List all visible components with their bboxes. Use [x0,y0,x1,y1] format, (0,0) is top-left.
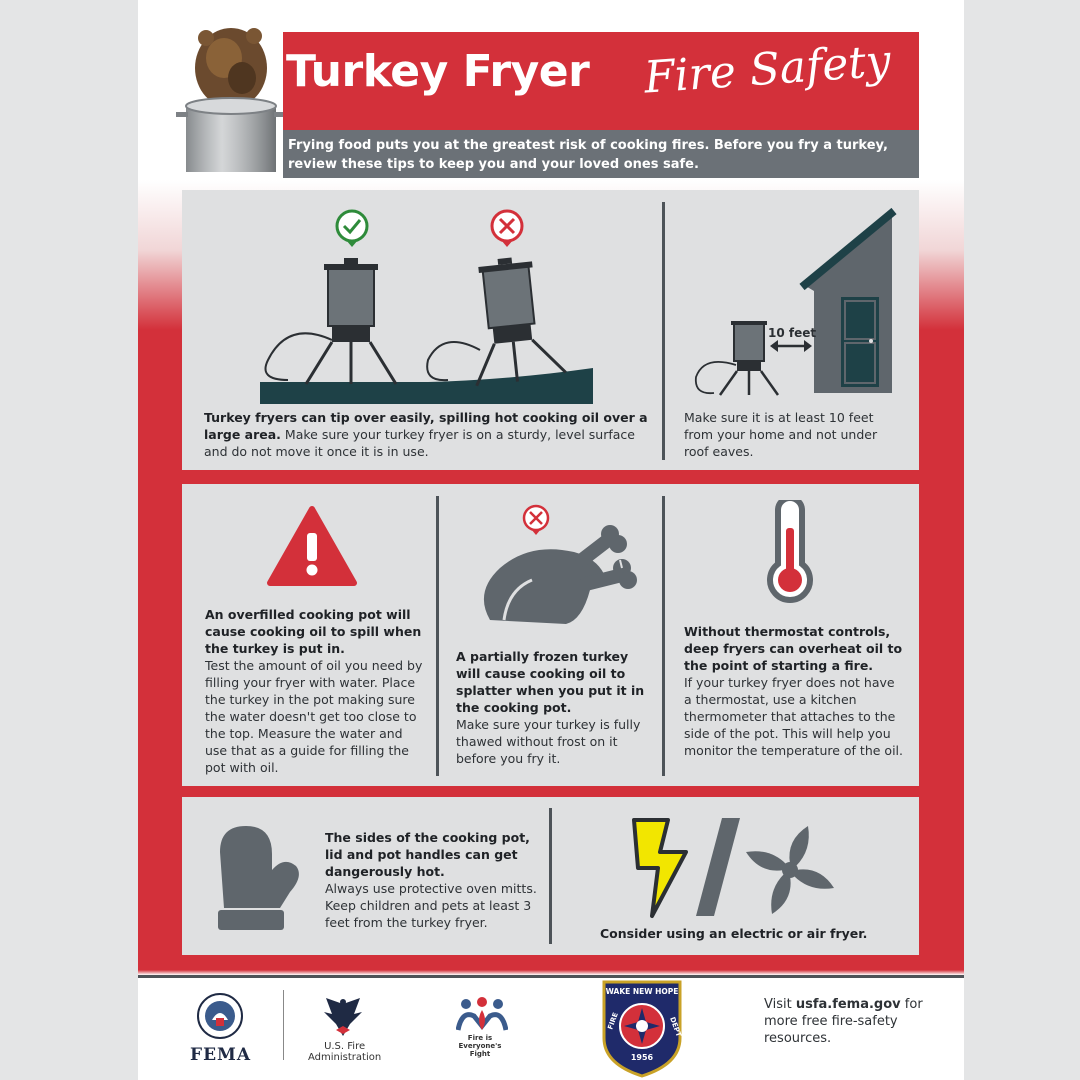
page-title-script: Fire Safety [642,35,893,104]
divider [662,202,665,460]
frozen-body: Make sure your turkey is fully thawed without frost on it before you fry it. [456,717,641,766]
fan-icon [746,826,834,914]
fema-logo-text: FEMA [190,1045,252,1065]
infographic-page [138,0,964,1080]
slash-separator [696,818,740,916]
usfa-eagle-logo [322,994,364,1040]
fryer-tilted [464,253,566,386]
dhs-seal-logo [196,992,244,1040]
x-mark-icon [524,506,548,535]
hot-surfaces-bold: The sides of the cooking pot, lid and pot handles can get dangerously hot. [325,830,530,879]
check-icon [336,208,368,247]
thermostat-bold: Without thermostat controls, deep fryers can overheat oil to the point of starting a fire. [684,624,903,673]
electric-air-fryer-icons [624,812,844,922]
visit-post: for more free fire-safety resources. [764,997,923,1046]
level-vs-uneven-fryer-illustration [248,200,608,410]
overfill-text [205,606,425,776]
usfa-line1: U.S. Fire [324,1041,366,1052]
visit-text [764,996,934,1047]
footer [138,975,964,1080]
distance-label: 10 feet [768,326,817,340]
page-subtitle: Frying food puts you at the greatest risk of cooking fires. Before you fry a turkey, review these tips to keep you and your loved ones safe. [288,138,888,172]
distance-text: Make sure it is at least 10 feet from your home and not under roof eaves. [684,410,878,459]
visit-url-link[interactable]: usfa.fema.gov [795,997,901,1012]
badge-right-text: DEPT [668,1015,683,1038]
frozen-bold: A partially frozen turkey will cause cooking oil to splatter when you put it in the cooking pot. [456,649,645,715]
frozen-text [456,648,656,767]
fief-line2: Everyone's [458,1042,502,1050]
usfa-logo-text [308,1041,381,1063]
badge-left-text: FIRE [606,1011,620,1031]
frozen-turkey-illustration [470,500,640,632]
oven-mitt-icon [210,822,304,932]
visit-pre: Visit [764,997,796,1012]
overfill-body: Test the amount of oil you need by filling your fryer with water. Place the turkey in the pot making sure the water doesn't get too close to the top. Measure the water and use that as a guide for filling the pot with oil. [205,658,423,775]
usfa-line2: Administration [308,1052,382,1063]
turkey-in-pot-illustration [176,18,286,178]
badge-top-text: WAKE NEW HOPE [605,987,679,996]
thermostat-text [684,623,904,759]
hot-surfaces-text [325,829,537,931]
divider [549,808,552,944]
lightning-bolt-icon [634,820,686,916]
warning-icon [266,505,358,587]
divider [283,990,284,1060]
thermometer-icon [762,500,818,604]
fief-line1: Fire is [467,1034,493,1042]
tip-over-text [204,409,654,460]
house-distance-illustration [684,205,924,405]
x-mark-icon [492,211,522,247]
thermostat-body: If your turkey fryer does not have a thermostat, use a kitchen thermometer that attaches to the side of the pot. This will help you monitor the temperature of the oil. [684,675,903,758]
hot-surfaces-body: Always use protective oven mitts. Keep children and pets at least 3 feet from the turkey fryer. [325,881,537,930]
badge-year-text: 1956 [630,1053,654,1062]
fief-line3: Fight [469,1050,491,1058]
tip-over-bold: Turkey fryers can tip over easily, spilling hot cooking oil over a large area. [204,410,648,442]
overfill-bold: An overfilled cooking pot will cause cooking oil to spill when the turkey is put in. [205,607,422,656]
tip-over-body: Make sure your turkey fryer is on a sturdy, level surface and do not move it once it is in use. [204,427,635,459]
electric-fryer-text [600,925,900,942]
fryer-level [266,258,397,384]
wake-new-hope-fire-dept-badge [600,978,684,1078]
divider [662,496,665,776]
electric-fryer-bold: Consider using an electric or air fryer. [600,926,868,941]
fire-is-everyones-fight-logo [456,996,508,1034]
page-title: Turkey Fryer [286,46,590,97]
divider [436,496,439,776]
fief-logo-text [450,1034,510,1058]
